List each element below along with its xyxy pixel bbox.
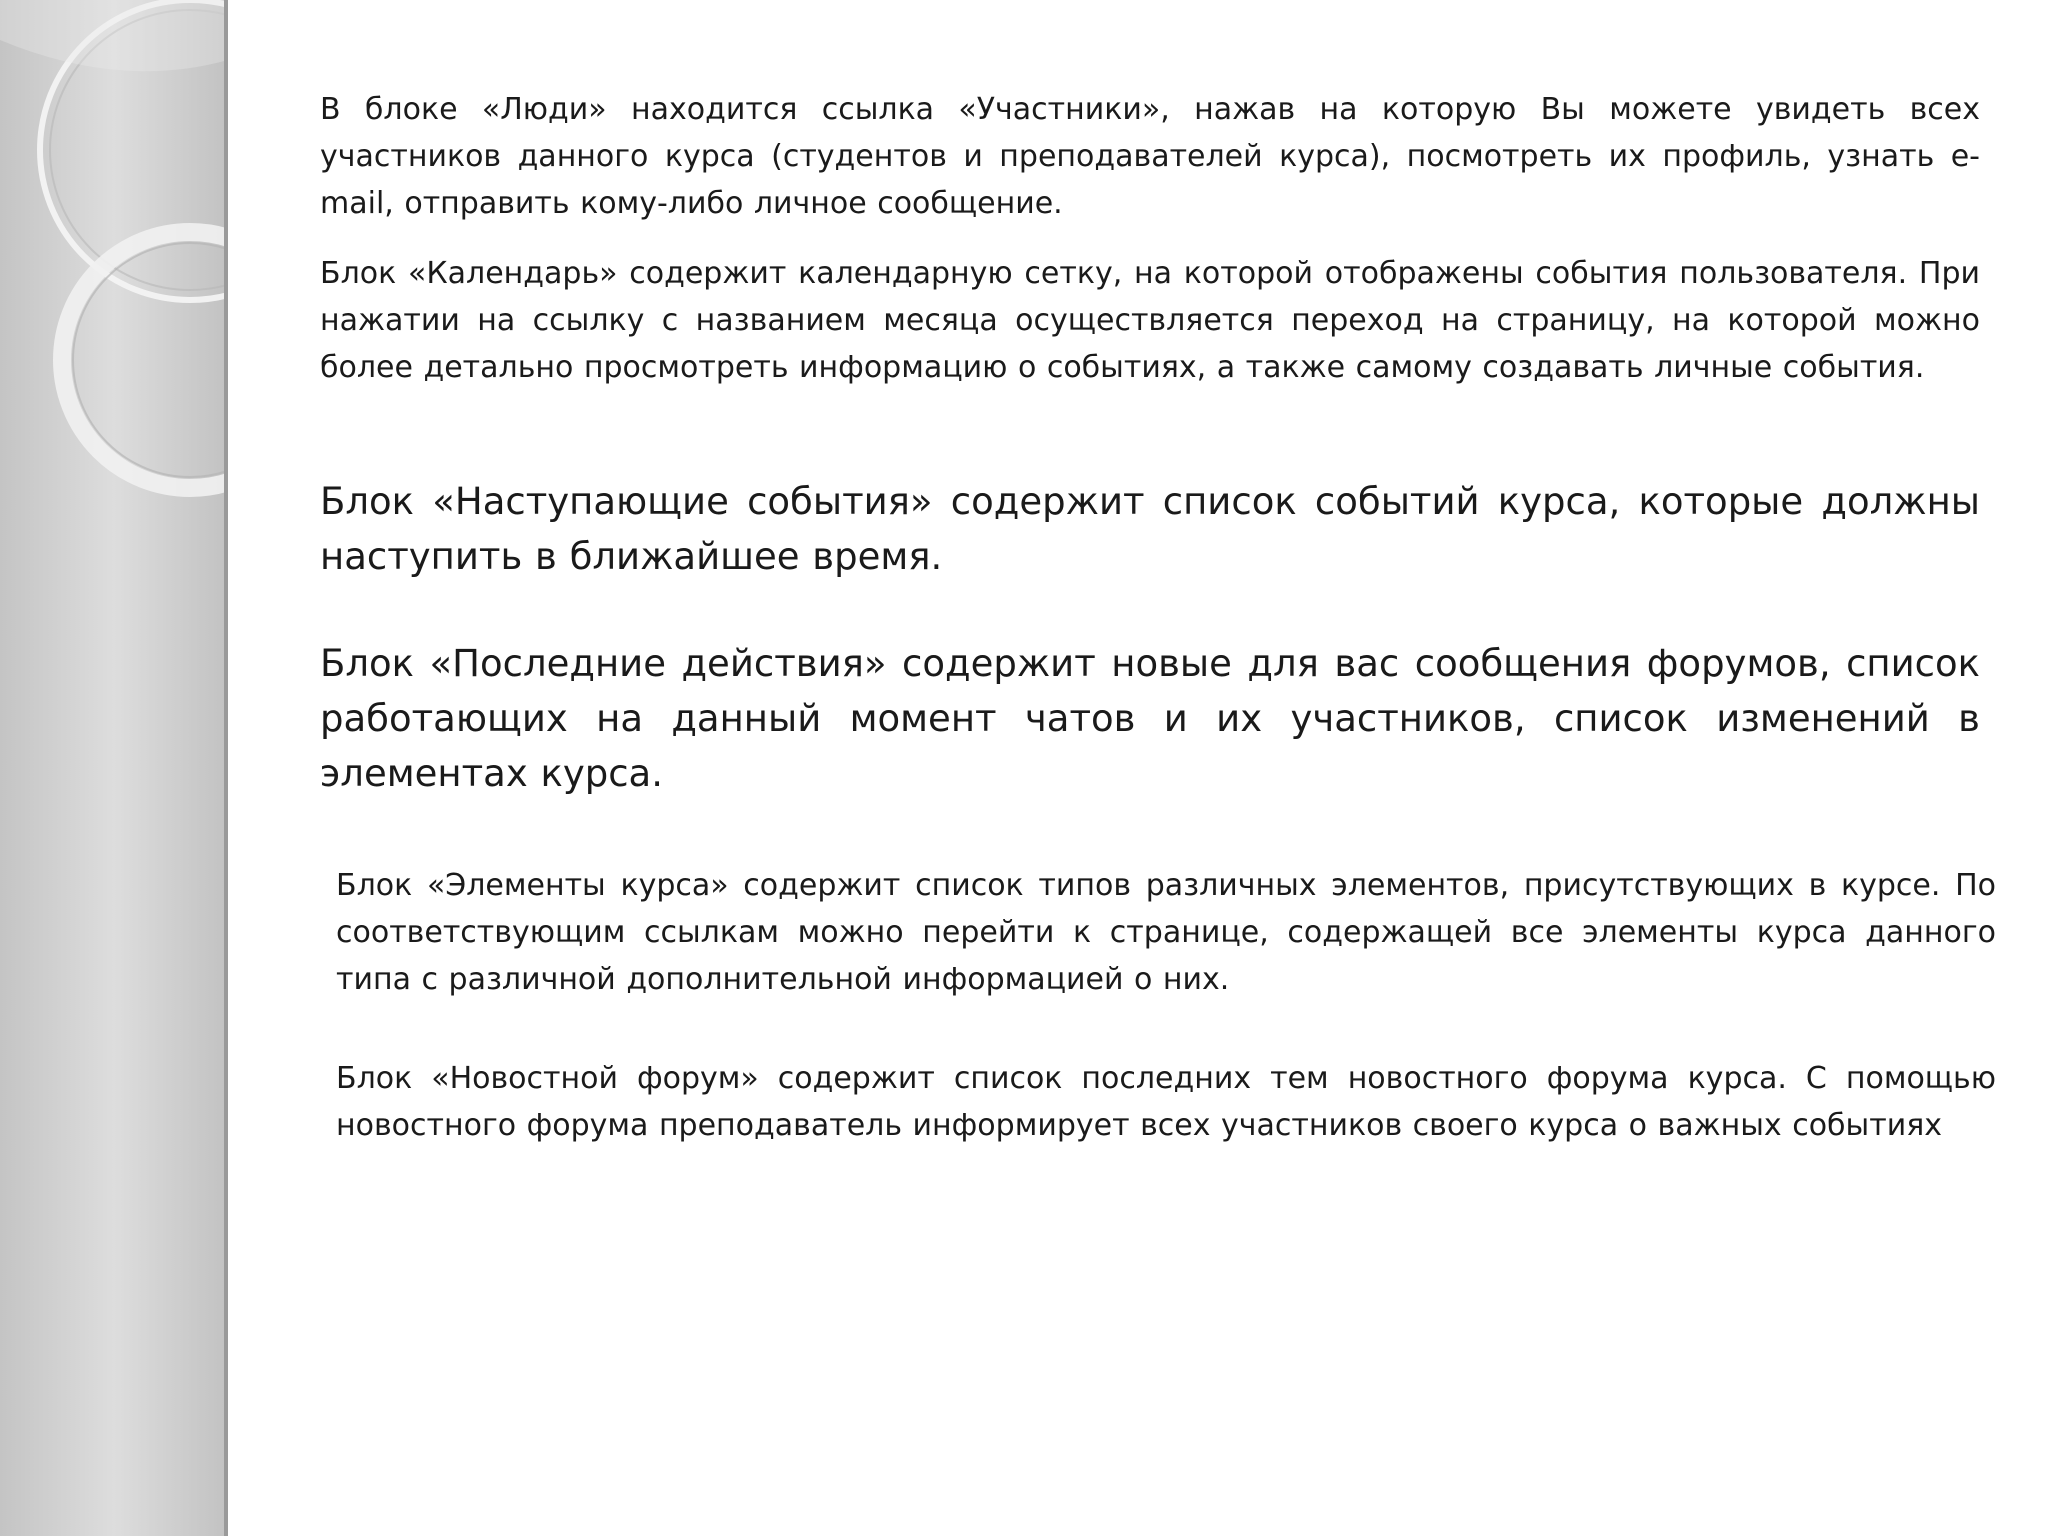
paragraph-calendar-block: Блок «Календарь» содержит календарную сетку, на которой отображены события пользователя. При нажатии на ссылку с названием месяца осуществляется переход на страницу, на которой можно более детально просмотреть информацию о событиях, а также самому создавать личные события. [320, 256, 1980, 385]
paragraph-people-block: В блоке «Люди» находится ссылка «Участники», нажав на которую Вы можете увидеть всех участников данного курса (студентов и преподавателей курса), посмотреть их профиль, узнать e-mail, отправить кому-либо личное сообщение. [320, 92, 1980, 221]
paragraph-news-forum-block: Блок «Новостной форум» содержит список последних тем новостного форума курса. С помощью новостного форума преподаватель информирует всех участников своего курса о важных событиях [336, 1061, 1996, 1143]
paragraph-upcoming-events-block: Блок «Наступающие события» содержит список событий курса, которые должны наступить в ближайшее время. [320, 480, 1980, 578]
paragraph-recent-activity-block: Блок «Последние действия» содержит новые для вас сообщения форумов, список работающих на данный момент чатов и их участников, список изменений в элементах курса. [320, 642, 1980, 795]
paragraph-course-elements-block: Блок «Элементы курса» содержит список типов различных элементов, присутствующих в курсе. По соответствующим ссылкам можно перейти к странице, содержащей все элементы курса данного типа с различной дополнительной информацией о них. [336, 868, 1996, 997]
